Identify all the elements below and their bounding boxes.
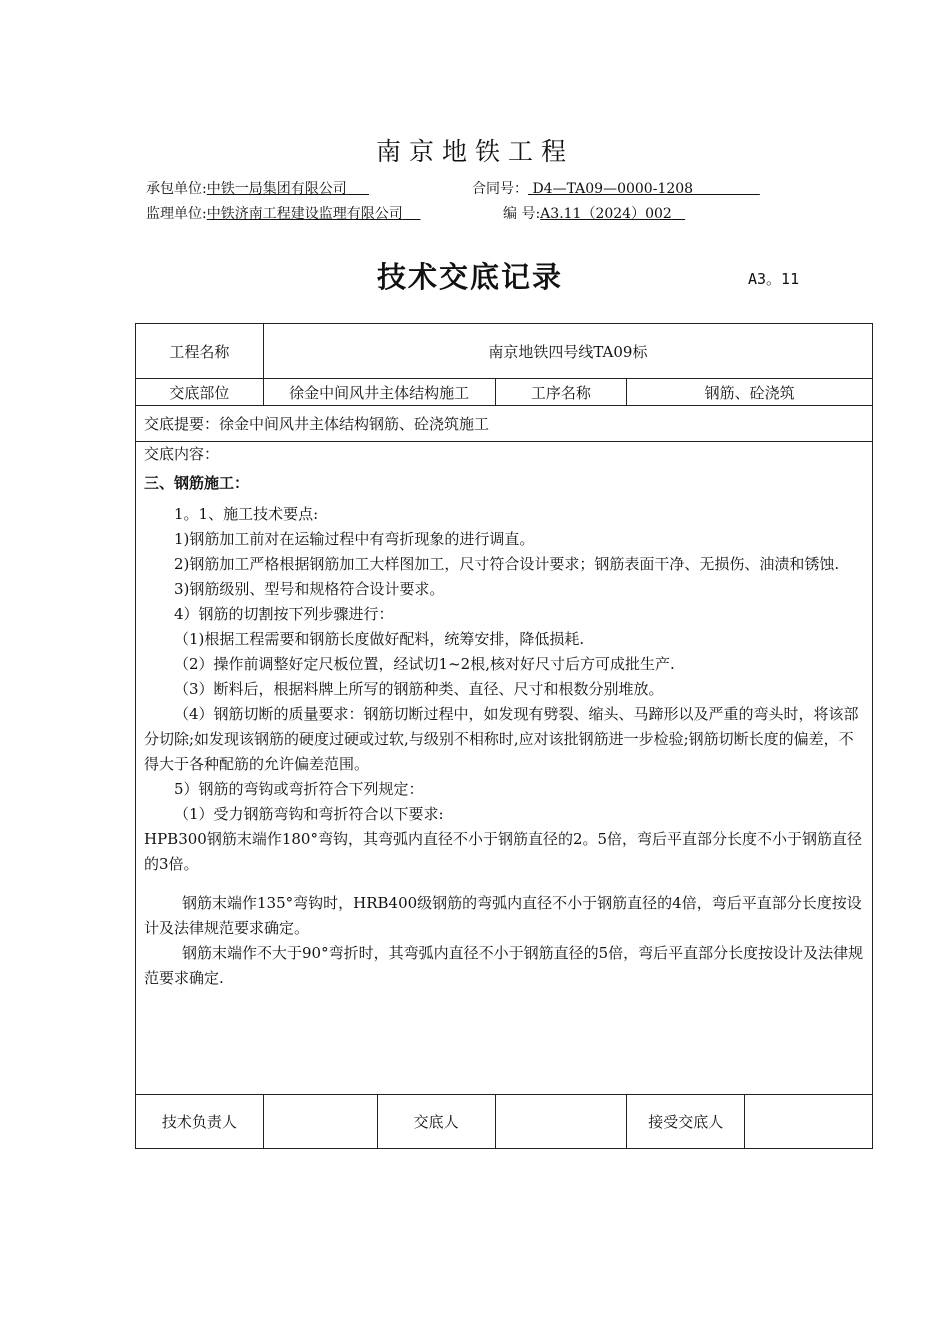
content-paragraph: （2）操作前调整好定尺板位置，经试切1~2根,核对好尺寸后方可成批生产. <box>174 655 675 673</box>
content-paragraph: （1）受力钢筋弯钩和弯折符合以下要求: <box>174 805 444 823</box>
document-code: A3。11 <box>748 270 800 288</box>
giver-signature <box>495 1095 627 1149</box>
supervisor-label: 监理单位: <box>146 206 207 222</box>
content-paragraph: 2)钢筋加工严格根据钢筋加工大样图加工，尺寸符合设计要求；钢筋表面干净、无损伤、油渍和锈蚀. <box>174 555 840 573</box>
receiver-signature <box>745 1095 873 1149</box>
content-label: 交底内容： <box>144 445 220 463</box>
content-paragraph: 1)钢筋加工前对在运输过程中有弯折现象的进行调直。 <box>174 530 535 548</box>
disclosure-table <box>135 323 873 1149</box>
location-row <box>136 379 873 406</box>
serial-line <box>503 203 685 223</box>
contractor-value: 中铁一局集团有限公司 <box>206 181 347 197</box>
content-paragraph: 4）钢筋的切割按下列步骤进行： <box>174 605 394 623</box>
content-paragraph: 5）钢筋的弯钩或弯折符合下列规定： <box>174 780 424 798</box>
project-header-title: 南京地铁工程 <box>375 137 574 166</box>
contract-no-value: D4—TA09—0000-1208 <box>532 181 694 197</box>
tech-lead-signature <box>263 1095 377 1149</box>
giver-label: 交底人 <box>377 1095 495 1149</box>
disclosure-content <box>136 442 873 1095</box>
content-paragraph: HPB300钢筋末端作180°弯钩，其弯弧内直径不小于钢筋直径的2。5倍，弯后平直部分长度不小于钢筋直径的3倍。 <box>144 830 863 873</box>
receiver-label: 接受交底人 <box>627 1095 745 1149</box>
content-paragraph: （1)根据工程需要和钢筋长度做好配料，统筹安排，降低损耗. <box>174 630 585 648</box>
section-heading: 三、钢筋施工： <box>144 474 250 492</box>
document-title: 技术交底记录 <box>376 260 563 294</box>
project-name-row <box>136 324 873 379</box>
summary-row <box>136 406 873 442</box>
project-name-value: 南京地铁四号线TA09标 <box>263 324 872 379</box>
contractor-label: 承包单位: <box>146 181 207 197</box>
disclosure-summary: 交底提要：徐金中间风井主体结构钢筋、砼浇筑施工 <box>136 406 873 442</box>
serial-value: A3.11（2024）002 <box>540 206 672 222</box>
tech-lead-label: 技术负责人 <box>136 1095 264 1149</box>
content-paragraph: 1。1、施工技术要点: <box>174 505 319 523</box>
contractor-line <box>146 178 369 198</box>
content-paragraph: 钢筋末端作135°弯钩时，HRB400级钢筋的弯弧内直径不小于钢筋直径的4倍，弯后平直部分长度按设计及法律规范要求确定。 <box>144 894 862 937</box>
content-paragraph: （3）断料后，根据料牌上所写的钢筋种类、直径、尺寸和根数分别堆放。 <box>174 680 664 698</box>
contract-no-line <box>472 178 760 198</box>
signature-row <box>136 1095 873 1149</box>
serial-label: 编 号: <box>503 206 541 222</box>
content-row <box>136 442 873 1095</box>
process-label: 工序名称 <box>495 379 627 406</box>
supervisor-value: 中铁济南工程建设监理有限公司 <box>206 206 403 222</box>
location-value: 徐金中间风井主体结构施工 <box>263 379 495 406</box>
content-paragraph: 3)钢筋级别、型号和规格符合设计要求。 <box>174 580 445 598</box>
contract-no-label: 合同号： <box>472 181 528 197</box>
location-label: 交底部位 <box>136 379 264 406</box>
content-paragraph: （4）钢筋切断的质量要求：钢筋切断过程中，如发现有劈裂、缩头、马蹄形以及严重的弯头时，将该部分切除;如发现该钢筋的硬度过硬或过软,与级别不相称时,应对该批钢筋进一步检验;钢筋切断长度的偏差，不得大于各种配筋的允许偏差范围。 <box>144 705 859 773</box>
project-name-label: 工程名称 <box>136 324 264 379</box>
supervisor-line <box>146 203 421 223</box>
content-paragraph: 钢筋末端作不大于90°弯折时，其弯弧内直径不小于钢筋直径的5倍，弯后平直部分长度按设计及法律规范要求确定. <box>144 944 864 987</box>
process-value: 钢筋、砼浇筑 <box>627 379 873 406</box>
